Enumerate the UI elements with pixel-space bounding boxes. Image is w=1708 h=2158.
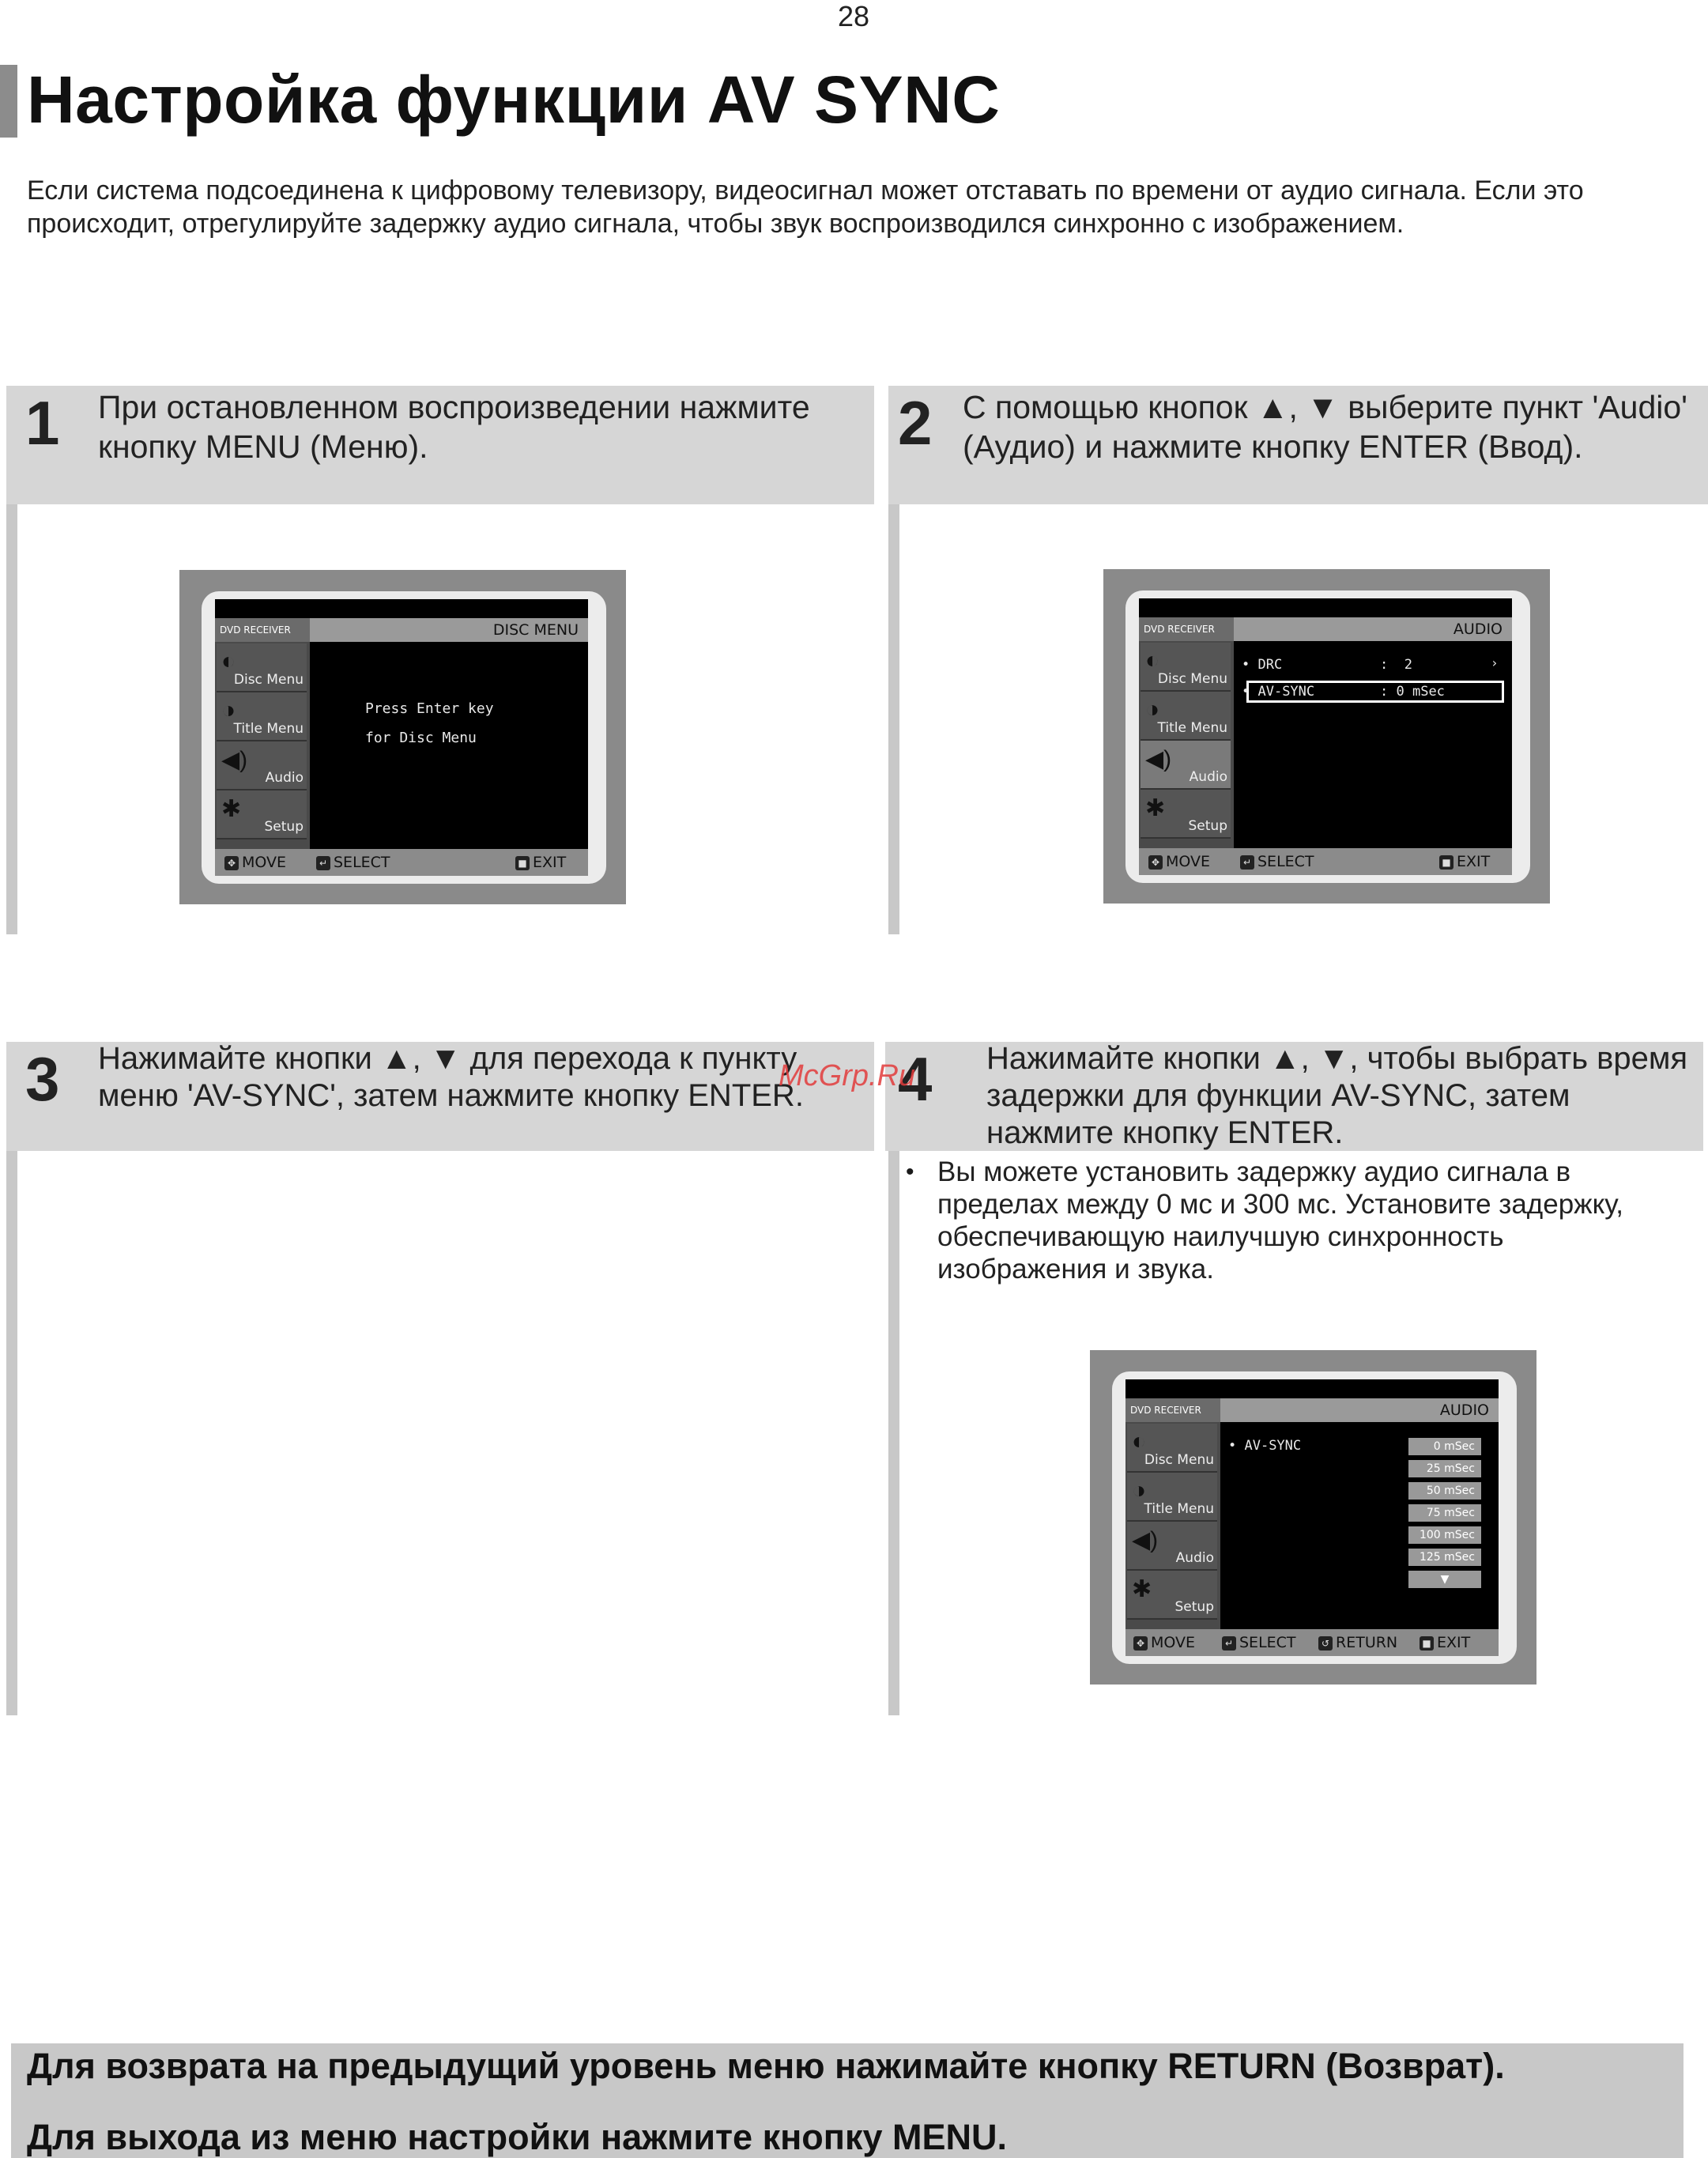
screen-1-display: [215, 599, 588, 876]
title-accent-bar: [0, 65, 17, 138]
return-icon: ↺: [1318, 1636, 1333, 1651]
screen-2-foot-move: MOVE: [1166, 853, 1211, 870]
exit-icon: ■: [515, 856, 530, 870]
screen-1-foot-exit: EXIT: [533, 854, 567, 871]
screen-2-display: [1139, 598, 1512, 875]
speaker-icon: ◀): [1145, 746, 1172, 772]
screen-3-foot-move: MOVE: [1151, 1634, 1196, 1651]
page-number: 28: [838, 0, 870, 32]
disc-icon: ◐: [1132, 1428, 1147, 1454]
screen-2-audio-item: ◀) Audio: [1141, 741, 1231, 790]
screen-2-foot-select: SELECT: [1257, 853, 1314, 870]
bullet-icon: •: [906, 1159, 914, 1185]
screen-3-foot-exit: EXIT: [1437, 1634, 1471, 1651]
watermark: McGrp.Ru: [779, 1059, 916, 1092]
option-item: 25 mSec: [1408, 1460, 1481, 1477]
screen-3-brand: DVD RECEIVER: [1125, 1398, 1220, 1422]
option-item: 0 mSec: [1408, 1438, 1481, 1455]
screen-2-drc-row: • DRC: [1242, 657, 1283, 673]
screen-3-avsync-item: • AV-SYNC: [1228, 1438, 1302, 1454]
screen-3-title-menu-item: ◑ Title Menu: [1127, 1473, 1217, 1522]
option-item: 50 mSec: [1408, 1482, 1481, 1500]
screen-3-setup-item: ✱ Setup: [1127, 1571, 1217, 1620]
screen-2-disc-menu-item: ◐ Disc Menu: [1141, 643, 1231, 692]
page-title: Настройка функции AV SYNC: [27, 62, 1001, 137]
step-4-number: 4: [898, 1044, 933, 1114]
select-icon: ↵: [316, 856, 330, 870]
step-3-side-bar: [6, 1151, 17, 1715]
screen-3-foot-return: RETURN: [1336, 1634, 1398, 1651]
screen-1-setup-item: ✱ Setup: [217, 790, 307, 839]
step-2-number: 2: [898, 388, 933, 458]
step-2-side-bar: [888, 504, 899, 934]
screen-1-header: DISC MENU: [492, 621, 579, 639]
bullet-icon: •: [1242, 684, 1258, 700]
select-icon: ↵: [1240, 855, 1254, 870]
disc-icon: ◐: [1145, 647, 1160, 673]
screen-2-brand: DVD RECEIVER: [1139, 617, 1234, 641]
step-4-note: Вы можете установить задержку аудио сигнала в пределах между 0 мс и 300 мс. Установите задержку, обеспечивающую наилучшую синхронность изображения и звука.: [937, 1156, 1623, 1285]
screen-2-drc-value: : 2: [1380, 657, 1412, 673]
step-3-number: 3: [25, 1044, 60, 1114]
screen-1-disc-menu-item: ◐ Disc Menu: [217, 643, 307, 692]
screen-3-audio-item: ◀) Audio: [1127, 1522, 1217, 1571]
screen-3-disc-menu-item: ◐ Disc Menu: [1127, 1424, 1217, 1473]
screen-2-tv: [1103, 569, 1550, 904]
bullet-icon: •: [1242, 657, 1258, 673]
screen-1-line-1: Press Enter key: [365, 700, 494, 717]
option-item: 75 mSec: [1408, 1504, 1481, 1522]
disc-icon: ◐: [221, 648, 236, 674]
title-icon: ◑: [1132, 1477, 1147, 1503]
move-icon: ✥: [1133, 1636, 1148, 1651]
screen-1-brand: DVD RECEIVER: [215, 618, 310, 642]
exit-icon: ■: [1420, 1636, 1434, 1651]
screen-3-header: AUDIO: [1439, 1402, 1489, 1419]
chevron-right-icon: ›: [1491, 655, 1499, 670]
screen-1-foot-move: MOVE: [242, 854, 287, 871]
title-icon: ◑: [221, 697, 236, 723]
select-icon: ↵: [1222, 1636, 1236, 1651]
screen-2-foot-exit: EXIT: [1457, 853, 1491, 870]
step-2-text: С помощью кнопок ▲, ▼ выберите пункт 'Audio' (Аудио) и нажмите кнопку ENTER (Ввод).: [963, 389, 1687, 465]
option-item: 100 mSec: [1408, 1526, 1481, 1544]
option-item: 125 mSec: [1408, 1549, 1481, 1566]
screen-2-setup-item: ✱ Setup: [1141, 790, 1231, 839]
move-icon: ✥: [224, 856, 239, 870]
gear-icon: ✱: [221, 796, 242, 822]
step-1-text: При остановленном воспроизведении нажмите кнопку MENU (Меню).: [98, 389, 810, 465]
screen-2-title-menu-item: ◑ Title Menu: [1141, 692, 1231, 741]
screen-2-header: AUDIO: [1453, 621, 1503, 638]
step-3-text: Нажимайте кнопки ▲, ▼ для перехода к пункту меню 'AV-SYNC', затем нажмите кнопку ENTER.: [98, 1041, 804, 1113]
screen-3-tv: [1090, 1350, 1536, 1685]
step-4-text: Нажимайте кнопки ▲, ▼, чтобы выбрать время задержки для функции AV-SYNC, затем нажмите кнопку ENTER.: [986, 1041, 1688, 1150]
exit-icon: ■: [1439, 855, 1453, 870]
footer-line-1: Для возврата на предыдущий уровень меню нажимайте кнопку RETURN (Возврат).: [27, 2046, 1505, 2086]
screen-3-foot-select: SELECT: [1239, 1634, 1296, 1651]
gear-icon: ✱: [1132, 1576, 1152, 1602]
title-icon: ◑: [1145, 696, 1160, 722]
screen-1-tv: [179, 570, 626, 904]
screen-1-title-menu-item: ◑ Title Menu: [217, 692, 307, 741]
intro-paragraph: Если система подсоединена к цифровому телевизору, видеосигнал может отставать по времени от аудио сигнала. Если это происходит, отрегулируйте задержку аудио сигнала, чтобы звук воспроизводился синхронно с изображением.: [27, 175, 1584, 239]
screen-2-avsync-value: : 0 mSec: [1380, 684, 1445, 700]
speaker-icon: ◀): [221, 747, 248, 773]
gear-icon: ✱: [1145, 795, 1166, 821]
speaker-icon: ◀): [1132, 1527, 1159, 1553]
move-icon: ✥: [1148, 855, 1163, 870]
scroll-down-icon: ▼: [1408, 1571, 1481, 1588]
screen-1-line-2: for Disc Menu: [365, 730, 477, 746]
screen-1-foot-select: SELECT: [334, 854, 390, 871]
step-1-number: 1: [25, 388, 60, 458]
step-4-side-bar: [888, 1151, 899, 1715]
screen-2-avsync-row: • AV-SYNC: [1242, 684, 1315, 700]
screen-3-display: [1125, 1379, 1499, 1656]
screen-1-audio-item: ◀) Audio: [217, 741, 307, 790]
footer-line-2: Для выхода из меню настройки нажмите кнопку MENU.: [27, 2117, 1008, 2157]
step-1-side-bar: [6, 504, 17, 934]
bullet-icon: •: [1228, 1438, 1245, 1454]
